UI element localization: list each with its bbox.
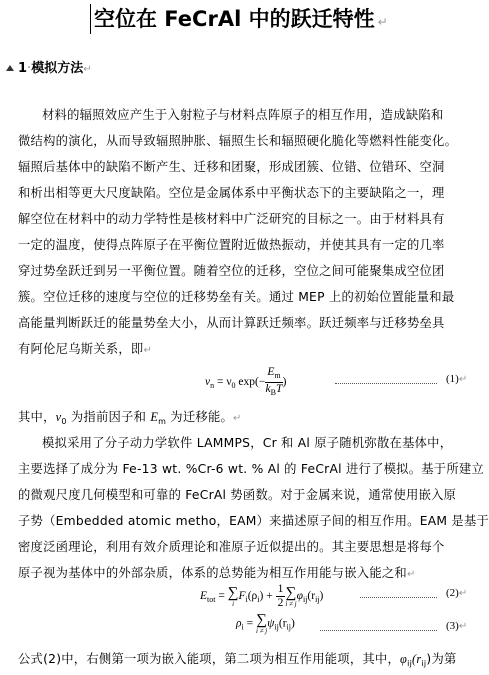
eq2-term1: F [238, 590, 246, 603]
paragraph-mark-icon: ↵ [377, 15, 388, 29]
paragraph-mark-icon: ↵ [458, 374, 468, 385]
eq2-term2: φ [296, 590, 303, 603]
eq1-close: ) [282, 376, 287, 389]
symbol-v0: ν [55, 410, 62, 424]
text-run: )为第 [426, 652, 457, 666]
text-run: 为指前因子和 [66, 410, 151, 424]
eq1-fraction [265, 366, 282, 399]
symbol-em: E [150, 410, 159, 424]
paragraph-line [18, 406, 242, 433]
paragraph-line: 子势（Embedded atomic metho，EAM）来描述原子间的相互作用。EAM 是基于 [18, 514, 489, 528]
eq3-close: ) [290, 617, 295, 630]
equation-leader-dots [335, 383, 437, 384]
paragraph-line: 模拟采用了分子动力学软件 LAMMPS，Cr 和 Al 原子随机弥散在基体中， [42, 436, 453, 450]
paragraph-mark-icon: ↵ [406, 569, 416, 580]
text-run: 公式(2)中，右侧第一项为嵌入能项，第二项为相互作用能项，其中， [18, 652, 401, 666]
symbol-sub: ij [407, 659, 413, 668]
paragraph-line-text: 原子视为基体中的外部杂质，体系的总势能为相互作用能与嵌入能之和 [18, 566, 407, 580]
eq3-lhs: ρ [236, 617, 242, 630]
sum-limit: i [232, 599, 235, 608]
paragraph-line: 的微观尺度几何模型和可靠的 FeCrAl 势函数。对于金属来说，通常使用嵌入原 [18, 488, 457, 502]
eq2-term1-arg-sub: i [257, 595, 260, 605]
eq3-lhs-sub: i [241, 622, 244, 632]
paragraph-mark-icon: ↵ [233, 413, 242, 424]
document-title[interactable] [94, 4, 388, 37]
paragraph-line: 材料的辐照效应产生于入射粒子与材料点阵原子的相互作用，造成缺陷和 [42, 108, 444, 122]
section-heading[interactable]: 1·模拟方法↵ [6, 58, 92, 81]
paragraph-line: 穿过势垒跃迁到另一平衡位置。随着空位的迁移，空位之间可能聚集成空位团 [18, 264, 445, 278]
eq1-func: exp(− [235, 376, 266, 389]
equation-leader-dots [320, 630, 437, 631]
text-run: 为迁移能。 [166, 410, 234, 424]
paragraph-mark-icon: ↵ [143, 345, 153, 356]
equation-1 [205, 366, 286, 399]
eq1-lhs: ν [205, 376, 211, 389]
eq1-num-sub: m [274, 371, 281, 380]
equation-2-number [446, 587, 467, 599]
eq3-number-text: (3) [446, 620, 459, 632]
eq2-lhs-sub: tot [207, 595, 216, 605]
sum-limit: i ≠ j [256, 627, 268, 635]
eq1-den: k [265, 383, 271, 395]
equation-3-number [446, 620, 467, 632]
eq2-number-text: (2) [446, 587, 459, 599]
eq1-number-text: (1) [446, 373, 459, 385]
eq1-num: E [267, 366, 275, 378]
equation-1-number [446, 373, 467, 385]
paragraph-line: 一定的温度，使得点阵原子在平衡位置附近做热振动，并使其具有一定的几率 [18, 238, 445, 252]
eq2-term2-arg-sub: ij [315, 595, 320, 605]
eq2-half [276, 583, 286, 610]
section-number: 1 [18, 61, 28, 76]
symbol-sub: ij [421, 659, 427, 668]
eq3-term-sub: ij [274, 622, 279, 632]
paragraph-mark-icon: ↵ [458, 588, 468, 599]
eq2-term2-arg: (r [307, 590, 316, 603]
paragraph-line: 和析出相等更大尺度缺陷。空位是金属体系中平衡状态下的主要缺陷之一，理 [18, 186, 445, 200]
paragraph-line [18, 648, 457, 675]
paragraph-line-text: 有阿伦尼乌斯关系，即 [18, 342, 144, 356]
sum-symbol: ∑ i ≠ j [256, 612, 268, 635]
eq1-mid-sub: 0 [231, 381, 236, 391]
equation-2 [200, 583, 323, 610]
symbol-phi: φ [400, 652, 408, 666]
section-heading-text: 模拟方法 [31, 61, 84, 76]
eq2-term2-sub: ij [302, 595, 308, 605]
eq1-den-sub: B [270, 388, 276, 397]
paragraph-line [18, 338, 152, 362]
equation-3 [236, 613, 295, 635]
eq2-term1-arg: (ρ [247, 590, 258, 603]
eq2-term2-close: ) [319, 590, 324, 603]
symbol-sub: 0 [61, 417, 67, 426]
eq3-arg-sub: ij [286, 622, 291, 632]
text-run: 其中， [18, 410, 56, 424]
text-cursor [90, 4, 91, 34]
eq2-term1-sub: i [245, 595, 248, 605]
symbol-sub: m [158, 417, 167, 426]
paragraph-line: 微结构的演化，从而导致辐照肿胀、辐照生长和辐照硬化脆化等燃料性能变化。 [18, 134, 458, 148]
sum-symbol: ∑ i ≠ j [285, 584, 297, 608]
paragraph-line: 主要选择了成分为 Fe-13 wt. %Cr-6 wt. % Al 的 FeCrAl 进行了模拟。基于所建立 [18, 462, 484, 476]
eq2-eq: = [215, 590, 228, 603]
paragraph-line: 解空位在材料中的动力学特性是核材料中广泛研究的目标之一。由于材料具有 [18, 212, 445, 226]
paragraph-line: 簇。空位迁移的速度与空位的迁移势垒有关。通过 MEP 上的初始位置能量和最 [18, 290, 455, 304]
eq1-mid: = ν [214, 376, 232, 389]
paragraph-line: 辐照后基体中的缺陷不断产生、迁移和团聚，形成团簇、位错、位错环、空洞 [18, 160, 445, 174]
sum-limit: i ≠ j [285, 599, 297, 608]
eq2-lhs: E [200, 590, 208, 603]
eq2-term1-close: ) + [259, 590, 276, 603]
equation-leader-dots [360, 597, 437, 598]
eq1-den-tail: T [276, 383, 283, 395]
paragraph-mark-icon: ↵ [458, 621, 468, 632]
eq3-term: ψ [267, 617, 275, 630]
collapse-triangle-icon[interactable] [6, 65, 14, 71]
symbol-arg: (r [412, 652, 422, 666]
eq3-arg: (r [278, 617, 287, 630]
title-text: 空位在 FeCrAl 中的跃迁特性 [94, 7, 375, 31]
eq1-lhs-sub: n [210, 381, 215, 391]
paragraph-mark-icon: ↵ [83, 64, 92, 75]
sum-symbol: ∑ i [227, 584, 239, 608]
eq3-eq: = [243, 617, 257, 630]
paragraph-line: 密度泛函理论，利用有效介质理论和准原子近似提出的。其主要思想是将每个 [18, 540, 445, 554]
eq2-half-num: 1 [277, 583, 284, 595]
paragraph-line: 高能量判断跃迁的能量势垒大小，从而计算跃迁频率。跃迁频率与迁移势垒具 [18, 316, 445, 330]
eq2-half-den: 2 [277, 597, 284, 609]
